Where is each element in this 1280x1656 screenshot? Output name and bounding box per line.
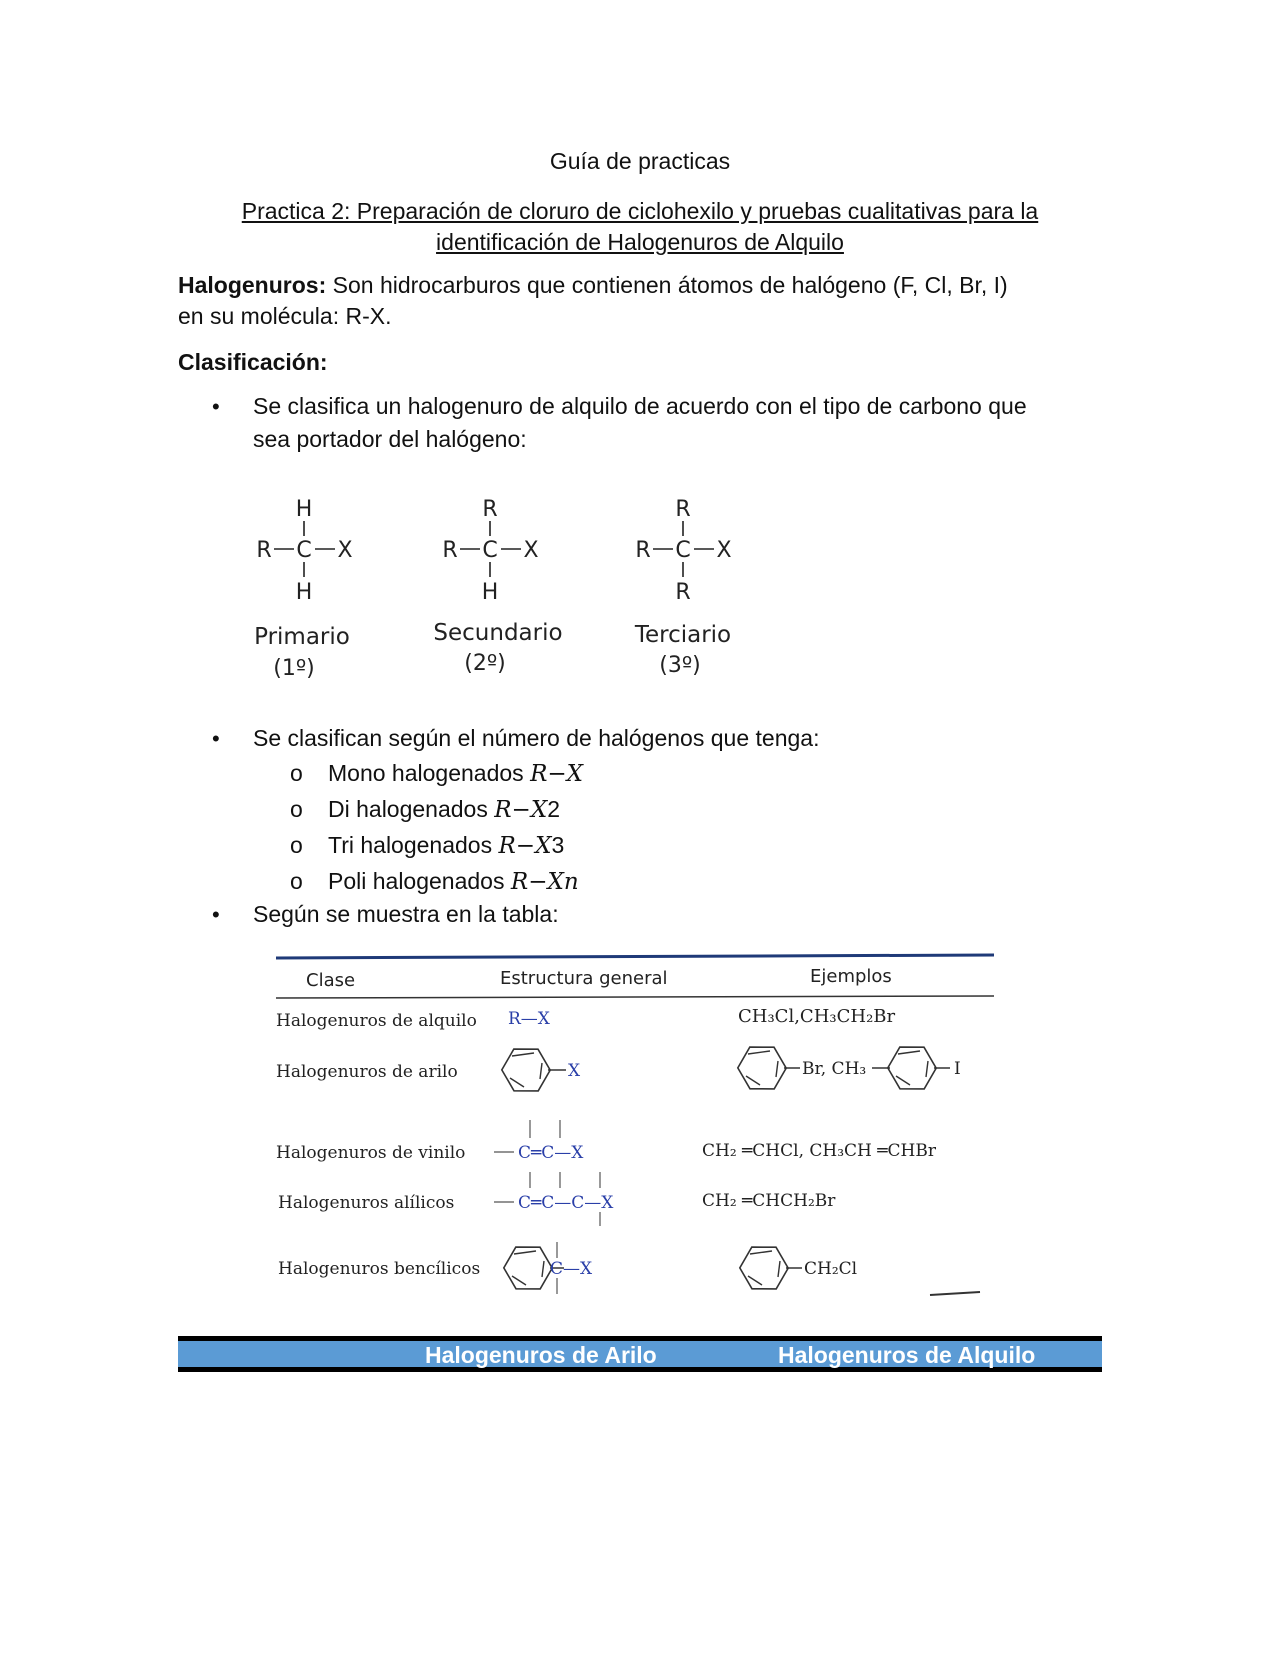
sub-label: Di halogenados: [328, 796, 495, 822]
table-row: [278, 1172, 836, 1226]
sub-marker: o: [290, 796, 303, 822]
row-estructura: X: [568, 1061, 581, 1081]
row-ejemplo: CH₂ ═CHCl, CH₃CH ═CHBr: [702, 1141, 936, 1161]
secondary-right: X: [523, 538, 539, 563]
tertiary-label: Terciario: [634, 622, 732, 648]
row-ejemplo: Br, CH₃: [802, 1059, 867, 1079]
row-ejemplo: CH₃Cl,CH₃CH₂Br: [738, 1006, 896, 1027]
row-ejemplo-2: I: [954, 1059, 961, 1079]
secondary-bottom: H: [481, 580, 499, 605]
secondary-left: R: [442, 538, 458, 563]
bullet1-line-1: Se clasifica un halogenuro de alquilo de acuerdo con el tipo de carbono que: [253, 393, 1027, 419]
primary-top: H: [295, 497, 313, 522]
table-top-rule: [276, 955, 994, 958]
secondary-top: R: [482, 497, 498, 522]
sub-marker: o: [290, 760, 303, 786]
tertiary-top: R: [675, 497, 691, 522]
page-title: Guía de practicas: [549, 148, 731, 174]
secondary-center: C: [482, 538, 498, 563]
primary-right: X: [337, 538, 353, 563]
benzene-ring-icon: [732, 1037, 792, 1100]
header-clase: Clase: [306, 970, 356, 991]
bar-label-alquilo: Halogenuros de Alquilo: [778, 1342, 1036, 1368]
bullet1-line-2: sea portador del halógeno:: [253, 426, 527, 452]
definition-term: Halogenuros:: [178, 272, 327, 298]
sub-formula: R−X: [498, 833, 552, 859]
sub-label: Poli halogenados: [328, 868, 511, 894]
sub-label: Tri halogenados: [328, 832, 499, 858]
primary-left: R: [256, 538, 272, 563]
secondary-label: Secundario: [433, 620, 563, 646]
bullet-dot: •: [212, 902, 220, 927]
bar-label-arilo: Halogenuros de Arilo: [425, 1342, 657, 1368]
carbon-classification-figure: [240, 485, 760, 685]
definition-text-2: en su molécula: R-X.: [178, 303, 392, 329]
tertiary-structure: [634, 497, 732, 678]
sub-formula: R−X: [494, 797, 548, 823]
bullet-dot: •: [212, 726, 220, 751]
table-row: [276, 1006, 896, 1031]
row-estructura: C—X: [550, 1259, 593, 1279]
row-estructura: C═C—C—X: [518, 1193, 614, 1213]
row-clase: Halogenuros bencílicos: [278, 1259, 481, 1279]
definition-text-1: Son hidrocarburos que contienen átomos de halógeno (F, Cl, Br, I): [326, 272, 1008, 298]
subtitle-line-2: identificación de Halogenuros de Alquilo: [436, 229, 844, 255]
bullet2-text: Se clasifican según el número de halógenos que tenga:: [253, 725, 820, 751]
sub-suffix: 3: [551, 832, 565, 858]
row-estructura: R—X: [508, 1009, 550, 1029]
row-ejemplo: CH₂Cl: [804, 1259, 858, 1279]
header-ejemplos: Ejemplos: [810, 966, 892, 987]
sub-formula: R−X: [530, 761, 584, 787]
row-clase: Halogenuros de vinilo: [276, 1143, 466, 1163]
benzene-ring-icon: [882, 1037, 942, 1100]
primary-center: C: [296, 538, 312, 563]
definition-paragraph: [178, 270, 1102, 332]
table-row: [278, 1237, 857, 1300]
tertiary-bottom: R: [675, 580, 691, 605]
table-row: [276, 1120, 937, 1163]
sub-formula: R−Xn: [510, 869, 579, 895]
tertiary-order: (3º): [659, 653, 701, 678]
tertiary-left: R: [635, 538, 651, 563]
primary-label: Primario: [254, 624, 350, 650]
primary-structure: [254, 497, 352, 681]
table-bottom-mark: [930, 1292, 980, 1295]
bullet-text: [253, 390, 1103, 456]
benzene-ring-icon: [734, 1237, 794, 1300]
sub-suffix: 2: [547, 796, 560, 822]
halide-table-figure: [270, 950, 1000, 1315]
sub-label: Mono halogenados: [328, 760, 531, 786]
header-estructura: Estructura general: [500, 968, 668, 989]
row-clase: Halogenuros de alquilo: [276, 1011, 477, 1031]
category-bar: [178, 1336, 1102, 1372]
primary-order: (1º): [273, 656, 315, 681]
sub-marker: o: [290, 868, 303, 894]
sub-marker: o: [290, 832, 303, 858]
bullet3-text: Según se muestra en la tabla:: [253, 901, 559, 927]
row-clase: Halogenuros de arilo: [276, 1062, 458, 1082]
subtitle-line-1: Practica 2: Preparación de cloruro de ciclohexilo y pruebas cualitativas para la: [241, 198, 1039, 224]
row-estructura: C═C—X: [518, 1143, 584, 1163]
table-header-rule: [276, 996, 994, 998]
tertiary-right: X: [716, 538, 732, 563]
practice-subtitle: [178, 196, 1102, 258]
secondary-order: (2º): [464, 651, 506, 676]
benzene-ring-icon: [496, 1039, 556, 1102]
primary-bottom: H: [295, 580, 313, 605]
table-row: [276, 1037, 961, 1102]
secondary-structure: [433, 497, 562, 676]
row-clase: Halogenuros alílicos: [278, 1193, 455, 1213]
classification-heading: Clasificación:: [178, 349, 328, 375]
bullet-dot: •: [212, 394, 220, 419]
tertiary-center: C: [675, 538, 691, 563]
row-ejemplo: CH₂ ═CHCH₂Br: [702, 1191, 836, 1211]
